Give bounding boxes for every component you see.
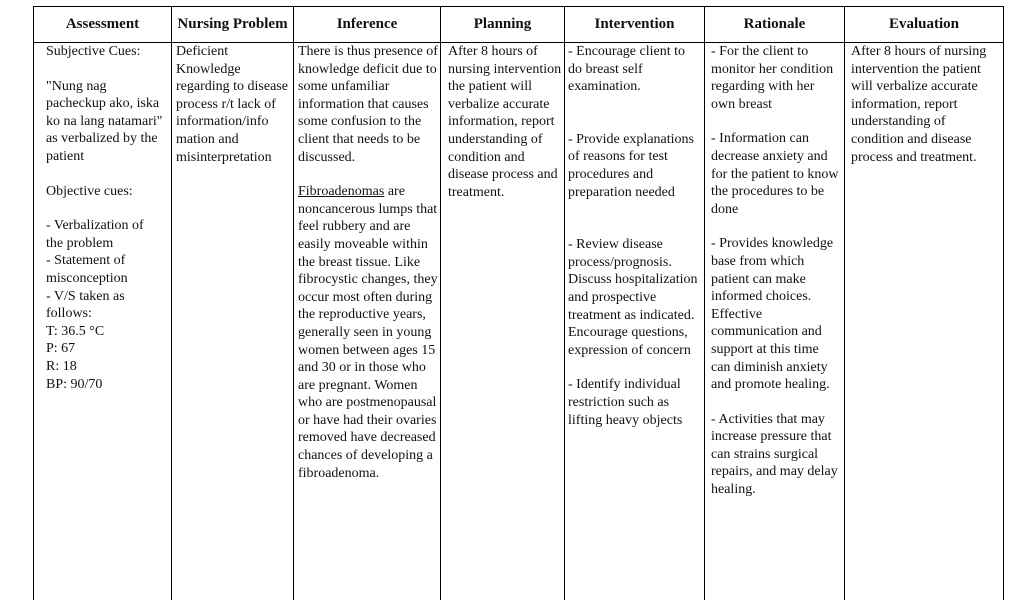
rationale-item: - Activities that may increase pressure that can strains surgical repairs, and may delay healing. <box>711 411 838 498</box>
header-assessment: Assessment <box>65 16 140 32</box>
intervention-item: - Identify individual restriction such as lifting heavy objects <box>568 377 683 428</box>
header-intervention: Intervention <box>594 16 675 32</box>
column-border <box>440 6 441 600</box>
column-border <box>704 6 705 600</box>
subjective-label: Subjective Cues: <box>46 44 141 59</box>
vital-sign: T: 36.5 °C <box>46 323 105 339</box>
header-evaluation: Evaluation <box>888 16 960 32</box>
fibroadenomas-term: Fibroadenomas <box>298 184 385 200</box>
inference-cell <box>298 43 438 482</box>
assessment-cell <box>46 43 164 393</box>
intervention-item: - Encourage client to do breast self examination. <box>568 44 686 95</box>
inference-paragraph-trailing: fibroadenoma. <box>298 465 380 481</box>
vital-sign: BP: 90/70 <box>46 376 103 392</box>
column-border <box>844 6 845 600</box>
evaluation-text: After 8 hours of nursing intervention the patient will verbalize accurate information, report understanding of condition and disease process and treatment. <box>851 44 987 165</box>
nursing-problem-cell <box>176 43 290 166</box>
column-border <box>33 6 34 600</box>
objective-item: - Verbalization of the problem <box>46 218 144 251</box>
inference-paragraph <box>298 183 438 465</box>
column-border <box>293 6 294 600</box>
header-planning: Planning <box>473 16 532 32</box>
rationale-cell <box>711 43 841 499</box>
rationale-item: - Information can decrease anxiety and for the patient to know the procedures to be done <box>711 131 839 217</box>
rationale-item: - For the client to monitor her condition regarding with her own breast <box>711 44 834 112</box>
objective-item: - Statement of misconception <box>46 253 128 286</box>
objective-item: - V/S taken as follows: <box>46 288 125 322</box>
evaluation-cell <box>851 43 999 166</box>
intervention-cell <box>568 43 700 429</box>
column-border <box>1003 6 1004 600</box>
inference-paragraph: There is thus presence of knowledge deficit due to some unfamiliar information that causes some confusion to the client that needs to be discussed. <box>298 44 438 165</box>
header-inference: Inference <box>336 16 398 32</box>
rationale-item: - Provides knowledge base from which patient can make informed choices. Effective communication and support at this time can diminish anxiety and promote healing. <box>711 236 834 393</box>
column-border <box>171 6 172 600</box>
objective-label: Objective cues: <box>46 183 133 199</box>
planning-cell <box>448 43 562 201</box>
planning-text: After 8 hours of nursing intervention the patient will verbalize accurate information, report understanding of condition and disease process and treatment. <box>448 44 562 200</box>
header-nursing-problem: Nursing Problem <box>177 16 288 32</box>
intervention-item: - Provide explanations of reasons for test procedures and preparation needed <box>568 131 694 200</box>
inference-paragraph-rest: are noncancerous lumps that feel rubbery and are easily moveable within the breast tissue. Like fibrocystic changes, they occur most often during the reproductive years, generally seen in young women between ages 15 and 30 or in those who are pregnant. Women who are postmenopausal or have had their ovaries removed have decreased chances of developing a <box>298 184 438 464</box>
vital-sign: P: 67 <box>46 341 76 357</box>
vital-sign: R: 18 <box>46 358 77 374</box>
subjective-quote: "Nung nag pacheckup ako, iska ko na lang natamari" as verbalized by the patient <box>46 78 163 164</box>
column-border <box>564 6 565 600</box>
intervention-item: - Review disease process/prognosis. Discuss hospitalization and prospective treatment as indicated. Encourage questions, expression of concern <box>568 237 698 358</box>
header-rationale: Rationale <box>743 16 806 32</box>
nursing-problem-text: Deficient Knowledge regarding to disease process r/t lack of information/info mation and misinterpretation <box>176 44 288 165</box>
